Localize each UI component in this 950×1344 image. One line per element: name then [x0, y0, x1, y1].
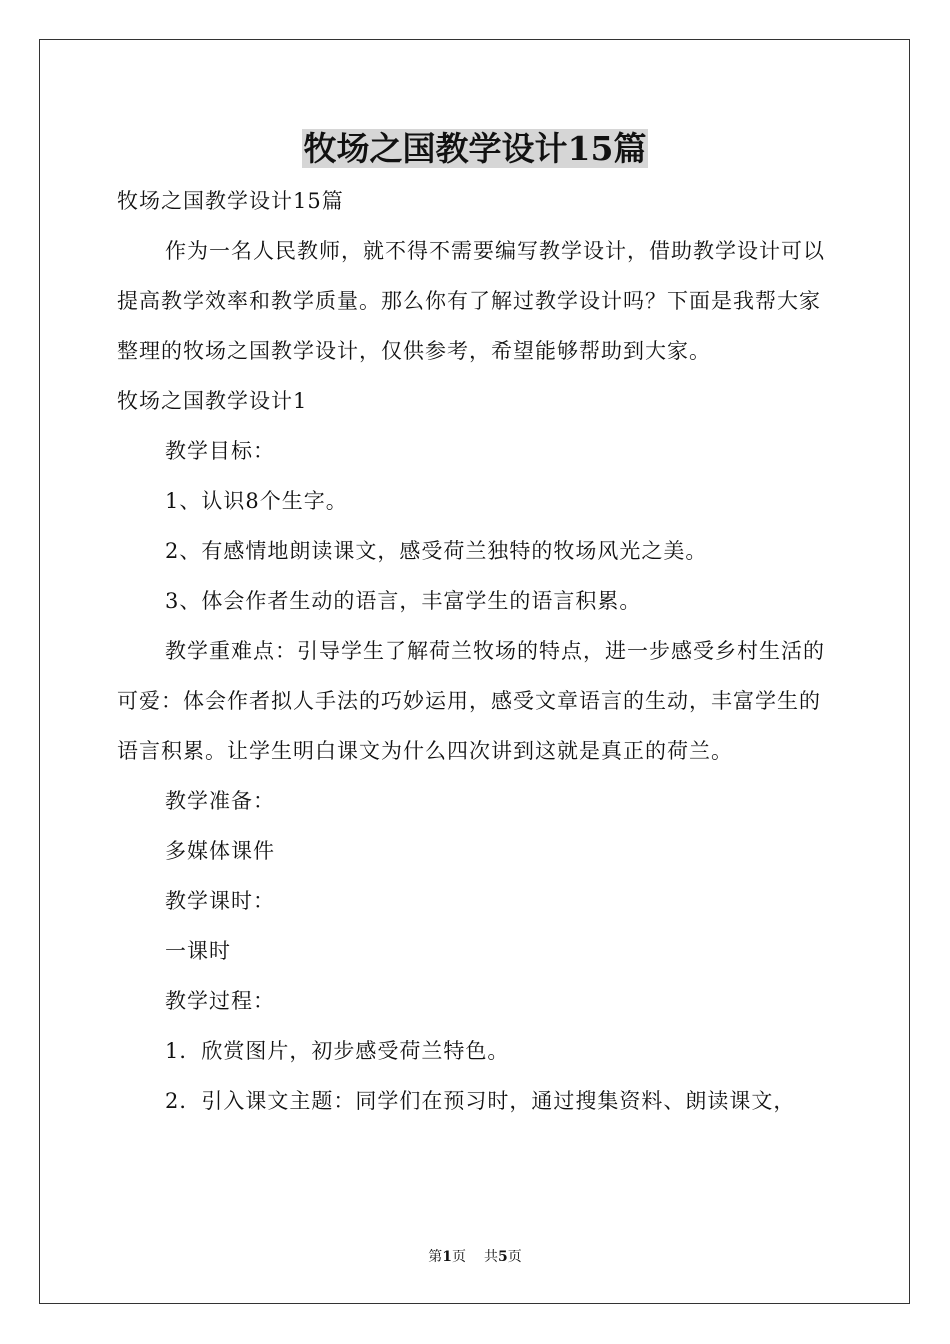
paragraph-intro: 作为一名人民教师，就不得不需要编写教学设计，借助教学设计可以提高教学效率和教学质量。那么你有了解过教学设计吗？下面是我帮大家整理的牧场之国教学设计，仅供参考，希望能够帮助到大家。 — [117, 239, 825, 363]
paragraph-objective-3: 3、体会作者生动的语言，丰富学生的语言积累。 — [165, 589, 642, 613]
paragraph-objectives-heading: 教学目标： — [165, 439, 275, 463]
paragraph-objective-1: 1、认识8个生字。 — [165, 489, 348, 513]
paragraph-process-step-1: 1．欣赏图片，初步感受荷兰特色。 — [165, 1039, 510, 1063]
paragraph-subtitle: 牧场之国教学设计15篇 — [117, 189, 344, 213]
paragraph-hours-heading: 教学课时： — [165, 889, 275, 913]
document-title — [0, 126, 950, 172]
footer-total-prefix: 共 — [484, 1249, 498, 1265]
footer-total-suffix: 页 — [507, 1249, 522, 1265]
document-title-text: 牧场之国教学设计15篇 — [303, 129, 647, 168]
page-footer — [0, 1247, 950, 1267]
footer-page-suffix: 页 — [452, 1249, 466, 1265]
footer-page-number: 1 — [442, 1249, 452, 1265]
paragraph-section-heading: 牧场之国教学设计1 — [117, 389, 308, 413]
document-body — [117, 176, 839, 1126]
paragraph-process-heading: 教学过程： — [165, 989, 275, 1013]
paragraph-objective-2: 2、有感情地朗读课文，感受荷兰独特的牧场风光之美。 — [165, 539, 708, 563]
footer-page-prefix: 第 — [428, 1249, 443, 1265]
paragraph-process-step-2: 2．引入课文主题：同学们在预习时，通过搜集资料、朗读课文， — [165, 1089, 796, 1113]
paragraph-key-points: 教学重难点：引导学生了解荷兰牧场的特点，进一步感受乡村生活的可爱：体会作者拟人手法的巧妙运用，感受文章语言的生动，丰富学生的语言积累。让学生明白课文为什么四次讲到这就是真正的荷兰。 — [117, 639, 825, 763]
footer-total-pages: 5 — [498, 1249, 508, 1265]
paragraph-preparation: 多媒体课件 — [165, 839, 275, 863]
paragraph-preparation-heading: 教学准备： — [165, 789, 275, 813]
paragraph-hours: 一课时 — [165, 939, 231, 963]
